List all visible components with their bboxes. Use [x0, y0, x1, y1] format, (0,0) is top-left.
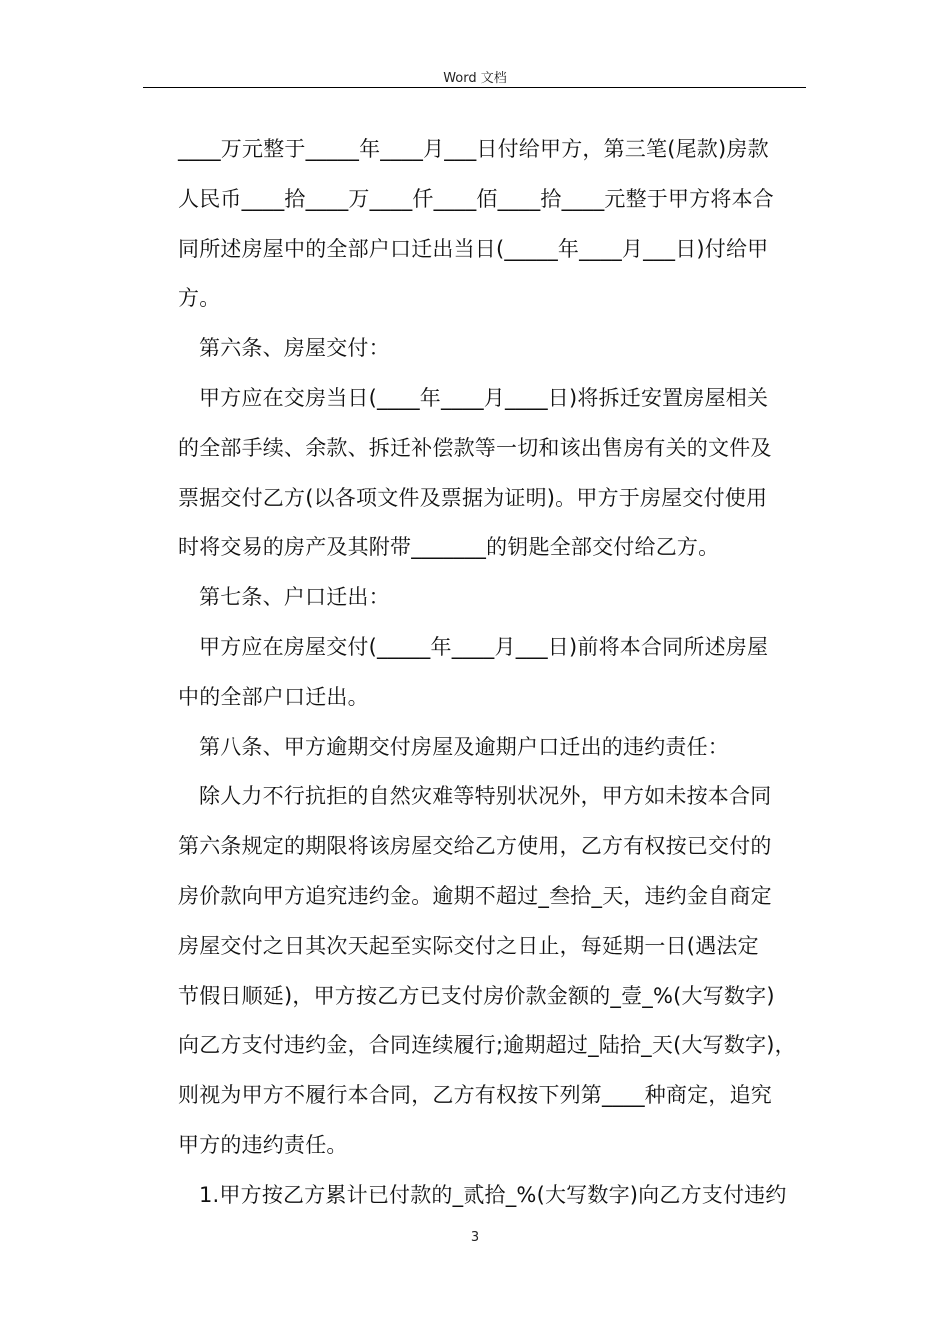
text-line: 节假日顺延)，甲方按乙方已支付房价款金额的_壹_%(大写数字) — [178, 984, 775, 1008]
text-line: 第六条规定的期限将该房屋交给乙方使用，乙方有权按已交付的 — [178, 834, 772, 858]
text-line: 甲方的违约责任。 — [178, 1133, 348, 1157]
text-line: 房价款向甲方追究违约金。逾期不超过_叁拾_天，违约金自商定 — [178, 884, 772, 908]
text-line: 甲方应在交房当日(____年____月____日)将拆迁安置房屋相关 — [199, 386, 769, 410]
text-line: 票据交付乙方(以各项文件及票据为证明)。甲方于房屋交付使用 — [178, 486, 768, 510]
text-line: 时将交易的房产及其附带_______的钥匙全部交付给乙方。 — [178, 535, 720, 559]
text-line: 同所述房屋中的全部户口迁出当日(_____年____月___日)付给甲 — [178, 237, 769, 261]
text-line: 第八条、甲方逾期交付房屋及逾期户口迁出的违约责任： — [199, 735, 729, 759]
text-line: 中的全部户口迁出。 — [178, 685, 369, 709]
text-line: 房屋交付之日其次天起至实际交付之日止，每延期一日(遇法定 — [178, 934, 759, 958]
text-line: 方。 — [178, 286, 221, 310]
text-line: 人民币____拾____万____仟____佰____拾____元整于甲方将本合 — [178, 187, 774, 211]
text-line: 向乙方支付违约金，合同连续履行;逾期超过_陆拾_天(大写数字)， — [178, 1033, 796, 1057]
text-line: 第七条、户口迁出： — [199, 585, 390, 609]
header-divider — [143, 87, 806, 88]
text-line: 1.甲方按乙方累计已付款的_贰拾_%(大写数字)向乙方支付违约 — [199, 1183, 787, 1207]
page-number: 3 — [470, 1230, 480, 1245]
text-line: 则视为甲方不履行本合同，乙方有权按下列第____种商定，追究 — [178, 1083, 772, 1107]
header-title: Word 文档 — [443, 71, 507, 86]
text-line: 甲方应在房屋交付(_____年____月___日)前将本合同所述房屋 — [199, 635, 769, 659]
text-line: 除人力不行抗拒的自然灾难等特别状况外，甲方如未按本合同 — [199, 784, 772, 808]
text-line: 的全部手续、余款、拆迁补偿款等一切和该出售房有关的文件及 — [178, 436, 772, 460]
text-line: 第六条、房屋交付： — [199, 336, 390, 360]
text-line: ____万元整于_____年____月___日付给甲方，第三笔(尾款)房款 — [178, 137, 769, 161]
